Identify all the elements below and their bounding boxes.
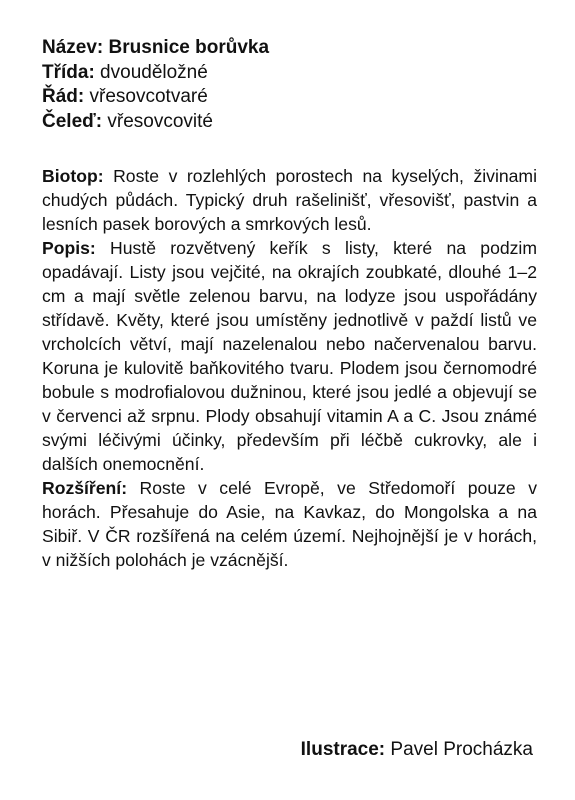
name-label: Název:	[42, 37, 104, 58]
habitat-label: Biotop:	[42, 166, 104, 186]
habitat-paragraph	[42, 164, 537, 236]
habitat-text: Roste v rozlehlých porostech na kyselých, živinami chudých půdách. Typický druh rašelinišť, vřesovišť, pastvin a lesních pasek borových a smrkových lesů.	[42, 166, 537, 234]
credit-label: Ilustrace:	[300, 739, 386, 760]
distribution-text: Roste v celé Evropě, ve Středomoří pouze v horách. Přesahuje do Asie, na Kavkaz, do Mongolska a na Sibiř. V ČR rozšířená na celém území. Nejhojnější je v horách, v nižších polohách je vzácnější.	[42, 478, 537, 570]
class-line	[42, 61, 537, 86]
distribution-label: Rozšíření:	[42, 478, 128, 498]
family-label: Čeleď:	[42, 110, 103, 132]
order-line	[42, 85, 537, 110]
family-value: vřesovcovité	[102, 110, 213, 132]
name-value: Brusnice borůvka	[103, 37, 270, 58]
order-label: Řád:	[42, 86, 85, 107]
distribution-paragraph	[42, 476, 537, 572]
description-text: Hustě rozvětvený keřík s listy, které na podzim opadávají. Listy jsou vejčité, na okrajích zoubkaté, dlouhé 1–2 cm a mají světle zelenou barvu, na lodyze jsou uspořádány střídavě. Květy, které jsou umístěny jednotlivě v paždí listů ve vrcholcích větví, mají nazelenalou nebo načervenalou barvu. Koruna je kulovitě baňkovitého tvaru. Plodem jsou černomodré bobule s modrofialovou dužninou, které jsou jedlé a objevují se v červenci až srpnu. Plody obsahují vitamin A a C. Jsou známé svými léčivými účinky, především při léčbě cukrovky, ale i dalších onemocnění.	[42, 238, 537, 474]
illustration-credit	[301, 738, 533, 762]
name-line	[42, 36, 537, 61]
credit-value: Pavel Procházka	[385, 739, 533, 760]
description-label: Popis:	[42, 238, 96, 258]
class-value: dvouděložné	[94, 61, 208, 83]
description-paragraph	[42, 236, 537, 476]
section-spacer	[42, 134, 537, 164]
species-card	[42, 36, 537, 572]
order-value: vřesovcotvaré	[84, 86, 208, 107]
family-line	[42, 110, 537, 135]
class-label: Třída:	[42, 61, 95, 83]
